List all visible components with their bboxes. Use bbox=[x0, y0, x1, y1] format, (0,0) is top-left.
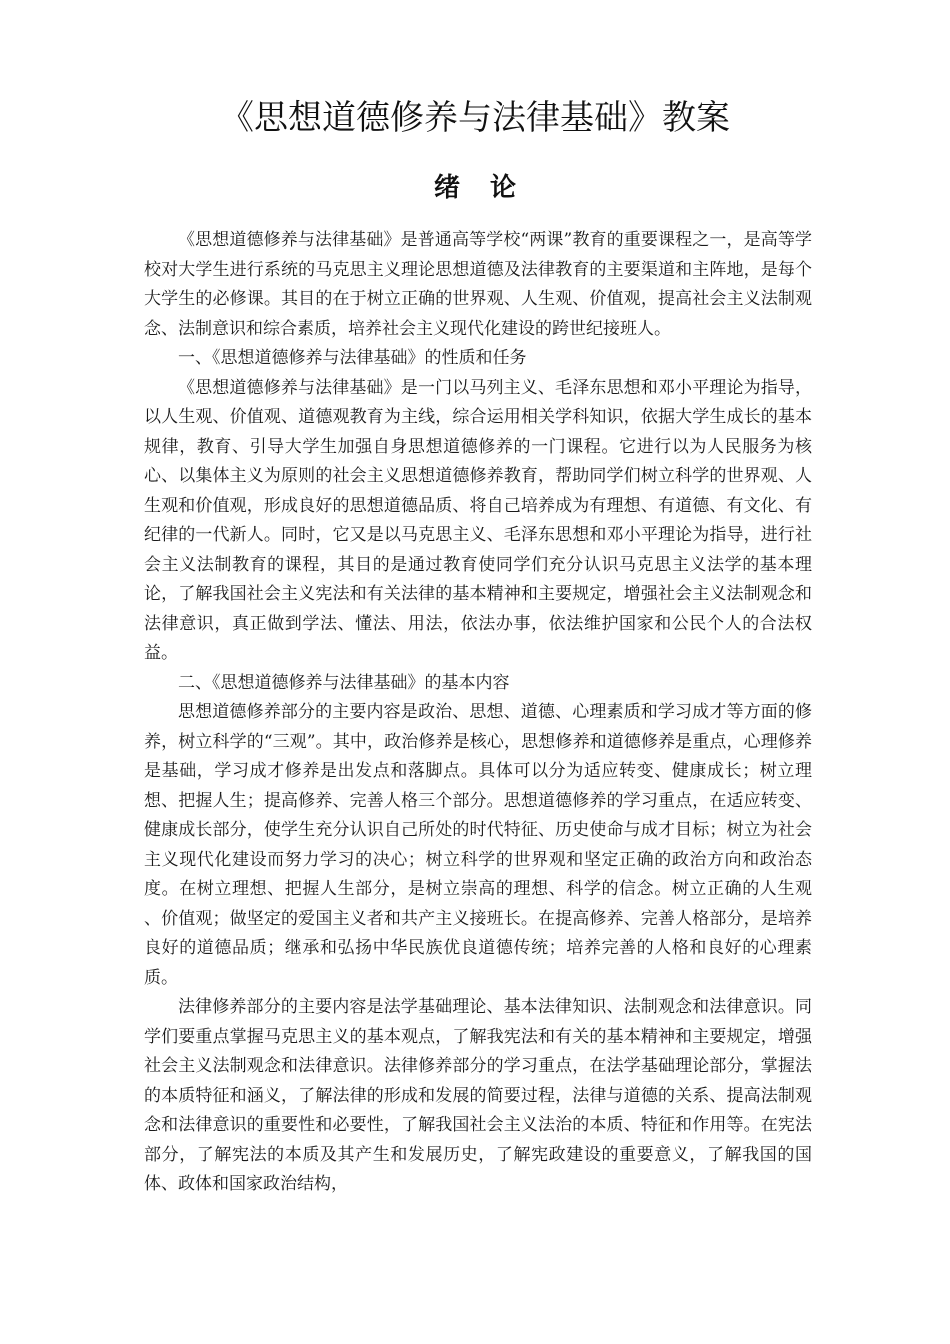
legal-cultivation-paragraph: 法律修养部分的主要内容是法学基础理论、基本法律知识、法制观念和法律意识。同学们要重点掌握马克思主义的基本观点，了解我宪法和有关的基本精神和主要规定，增强社会主义法制观念和法律意识。法律修养部分的学习重点，在法学基础理论部分，掌握法的本质特征和涵义，了解法律的形成和发展的简要过程，法律与道德的关系、提高法制观念和法律意识的重要性和必要性，了解我国社会主义法治的本质、特征和作用等。在宪法部分，了解宪法的本质及其产生和发展历史，了解宪政建设的重要意义，了解我国的国体、政体和国家政治结构， bbox=[144, 997, 812, 1194]
document-body bbox=[144, 226, 812, 1200]
section-heading-nature-and-tasks: 一、《思想道德修养与法律基础》的性质和任务 bbox=[178, 348, 527, 368]
nature-and-tasks-paragraph: 《思想道德修养与法律基础》是一门以马列主义、毛泽东思想和邓小平理论为指导，以人生观、价值观、道德观教育为主线，综合运用相关学科知识，依据大学生成长的基本规律，教育、引导大学生加强自身思想道德修养的一门课程。它进行以为人民服务为核心、以集体主义为原则的社会主义思想道德修养教育，帮助同学们树立科学的世界观、人生观和价值观，形成良好的思想道德品质、将自己培养成为有理想、有道德、有文化、有纪律的一代新人。同时，它又是以马克思主义、毛泽东思想和邓小平理论为指导，进行社会主义法制教育的课程，其目的是通过教育使同学们充分认识马克思主义法学的基本理论，了解我国社会主义宪法和有关法律的基本精神和主要规定，增强社会主义法制观念和法律意识，真正做到学法、懂法、用法，依法办事，依法维护国家和公民个人的合法权益。 bbox=[144, 377, 812, 663]
document-title: 《思想道德修养与法律基础》教案 bbox=[220, 98, 730, 138]
intro-paragraph: 《思想道德修养与法律基础》是普通高等学校“两课”教育的重要课程之一，是高等学校对大学生进行系统的马克思主义理论思想道德及法律教育的主要渠道和主阵地，是每个大学生的必修课。其目的在于树立正确的世界观、人生观、价值观，提高社会主义法制观念、法制意识和综合素质，培养社会主义现代化建设的跨世纪接班人。 bbox=[144, 230, 812, 339]
chapter-title: 绪论 bbox=[433, 173, 546, 203]
section-heading-basic-content: 二、《思想道德修养与法律基础》的基本内容 bbox=[178, 672, 510, 693]
moral-cultivation-paragraph: 思想道德修养部分的主要内容是政治、思想、道德、心理素质和学习成才等方面的修养，树立科学的“三观”。其中，政治修养是核心，思想修养和道德修养是重点，心理修养是基础，学习成才修养是出发点和落脚点。具体可以分为适应转变、健康成长；树立理想、把握人生；提高修养、完善人格三个部分。思想道德修养的学习重点，在适应转变、健康成长部分，使学生充分认识自己所处的时代特征、历史使命与成才目标；树立为社会主义现代化建设而努力学习的决心；树立科学的世界观和坚定正确的政治方向和政治态度。在树立理想、把握人生部分，是树立崇高的理想、科学的信念。树立正确的人生观 、价值观；做坚定的爱国主义者和共产主义接班长。在提高修养、完善人格部分，是培养良好的道德品质；继承和弘扬中华民族优良道德传统；培养完善的人格和良好的心理素质。 bbox=[144, 702, 812, 988]
